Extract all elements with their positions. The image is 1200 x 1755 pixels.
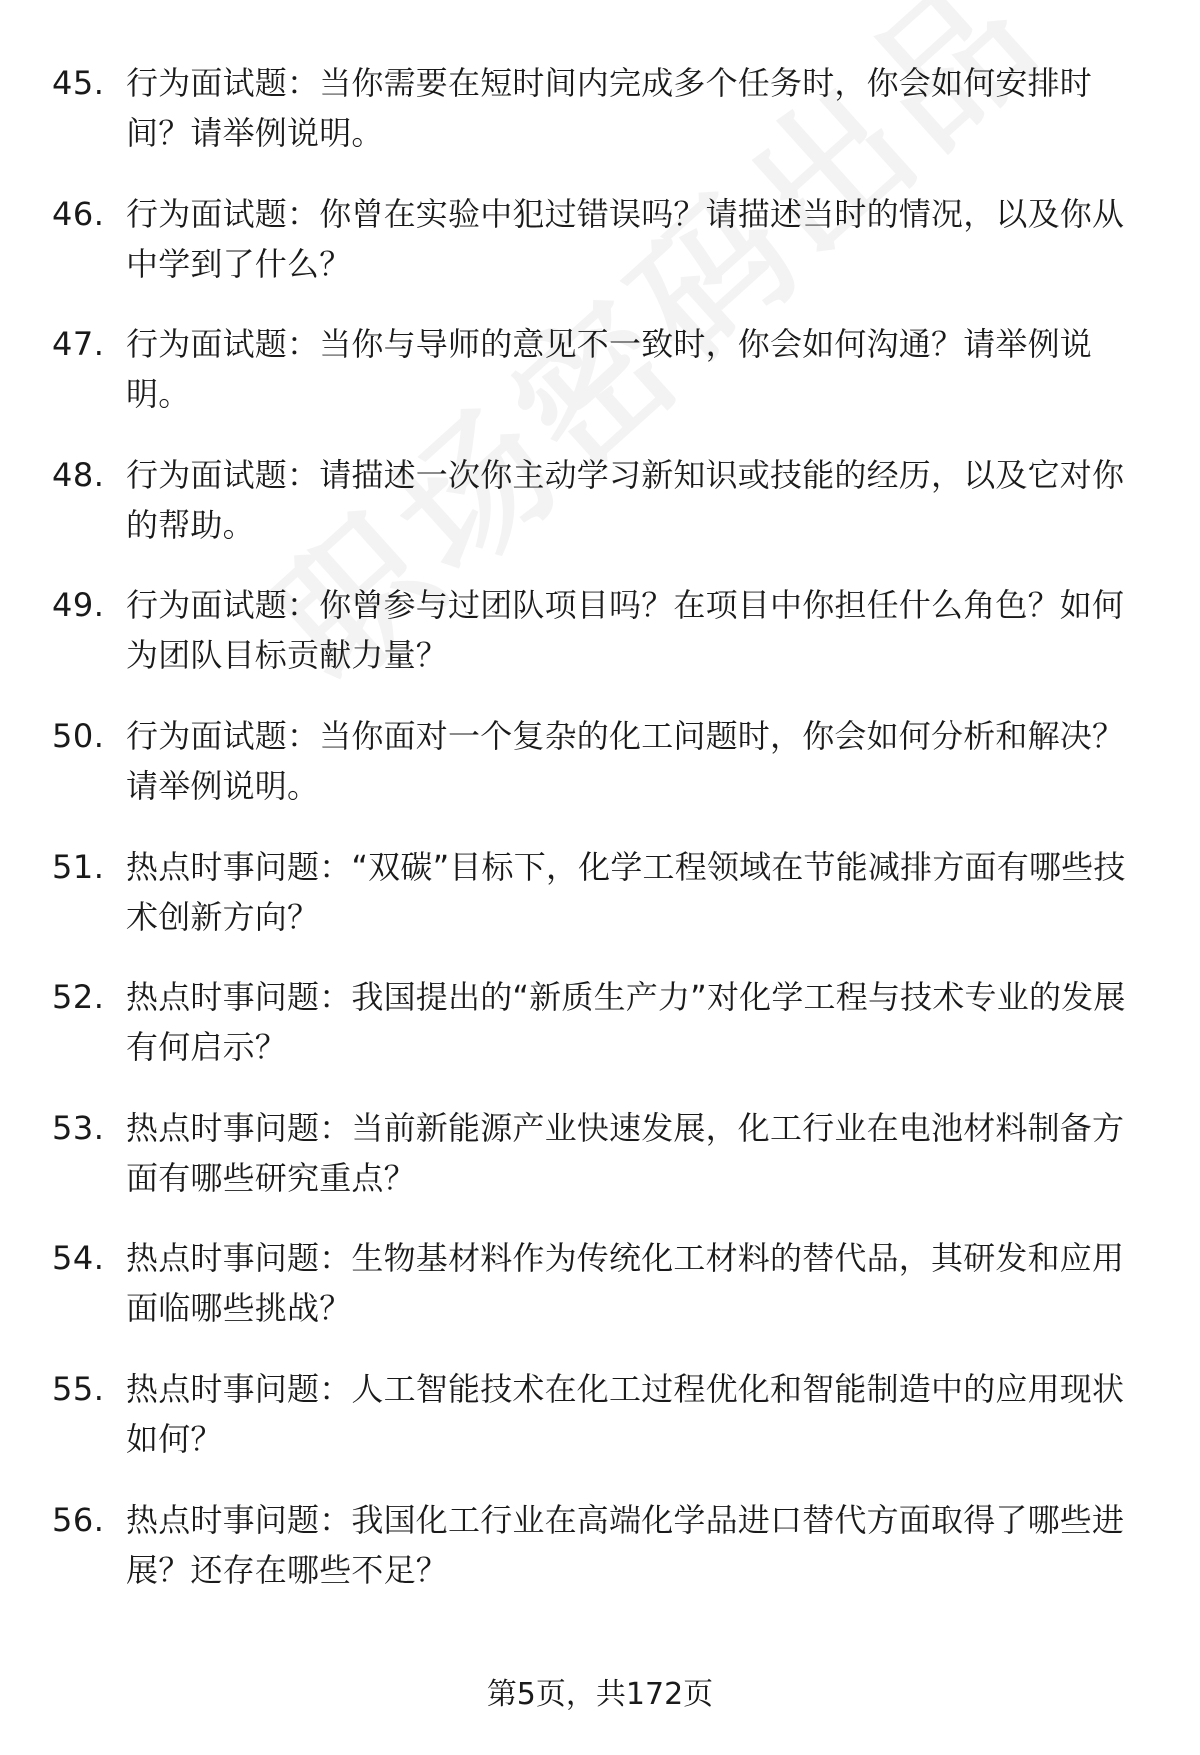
question-text: 热点时事问题：人工智能技术在化工过程优化和智能制造中的应用现状如何？ — [126, 1369, 1125, 1458]
question-list — [0, 58, 1200, 1625]
question-number: 56. — [52, 1500, 105, 1539]
page-footer — [0, 1675, 1200, 1715]
question-text: 行为面试题：你曾参与过团队项目吗？在项目中你担任什么角色？如何为团队目标贡献力量？ — [126, 586, 1125, 675]
question-text: 热点时事问题：生物基材料作为传统化工材料的替代品，其研发和应用面临哪些挑战？ — [126, 1239, 1125, 1328]
question-number: 49. — [52, 586, 105, 625]
list-item — [0, 1103, 1200, 1234]
question-number: 45. — [52, 64, 105, 102]
list-item — [0, 1495, 1200, 1626]
question-text: 热点时事问题：当前新能源产业快速发展，化工行业在电池材料制备方面有哪些研究重点？ — [126, 1108, 1125, 1197]
question-text: 行为面试题：当你与导师的意见不一致时，你会如何沟通？请举例说明。 — [126, 325, 1093, 414]
question-text: 热点时事问题：我国化工行业在高端化学品进口替代方面取得了哪些进展？还存在哪些不足？ — [126, 1500, 1125, 1589]
page-number-label: 第5页，共172页 — [486, 1677, 714, 1712]
question-number: 51. — [52, 847, 105, 886]
question-text: 热点时事问题：“双碳”目标下，化学工程领域在节能减排方面有哪些技术创新方向？ — [126, 847, 1126, 936]
question-number: 48. — [52, 455, 105, 494]
list-item — [0, 319, 1200, 450]
question-number: 53. — [52, 1108, 105, 1147]
question-number: 52. — [52, 978, 105, 1017]
question-text: 热点时事问题：我国提出的“新质生产力”对化学工程与技术专业的发展有何启示？ — [126, 978, 1126, 1067]
list-item — [0, 189, 1200, 320]
question-number: 54. — [52, 1239, 105, 1278]
list-item — [0, 972, 1200, 1103]
list-item — [0, 58, 1200, 189]
question-number: 55. — [52, 1369, 105, 1408]
question-number: 50. — [52, 716, 105, 755]
list-item — [0, 1233, 1200, 1364]
question-text: 行为面试题：请描述一次你主动学习新知识或技能的经历，以及它对你的帮助。 — [126, 455, 1125, 544]
list-item — [0, 842, 1200, 973]
list-item — [0, 1364, 1200, 1495]
question-number: 46. — [52, 194, 105, 233]
question-text: 行为面试题：当你需要在短时间内完成多个任务时，你会如何安排时间？请举例说明。 — [126, 64, 1093, 152]
question-text: 行为面试题：当你面对一个复杂的化工问题时，你会如何分析和解决？请举例说明。 — [126, 716, 1125, 805]
question-number: 47. — [52, 325, 105, 364]
question-text: 行为面试题：你曾在实验中犯过错误吗？请描述当时的情况，以及你从中学到了什么？ — [126, 194, 1125, 283]
list-item — [0, 580, 1200, 711]
list-item — [0, 450, 1200, 581]
list-item — [0, 711, 1200, 842]
